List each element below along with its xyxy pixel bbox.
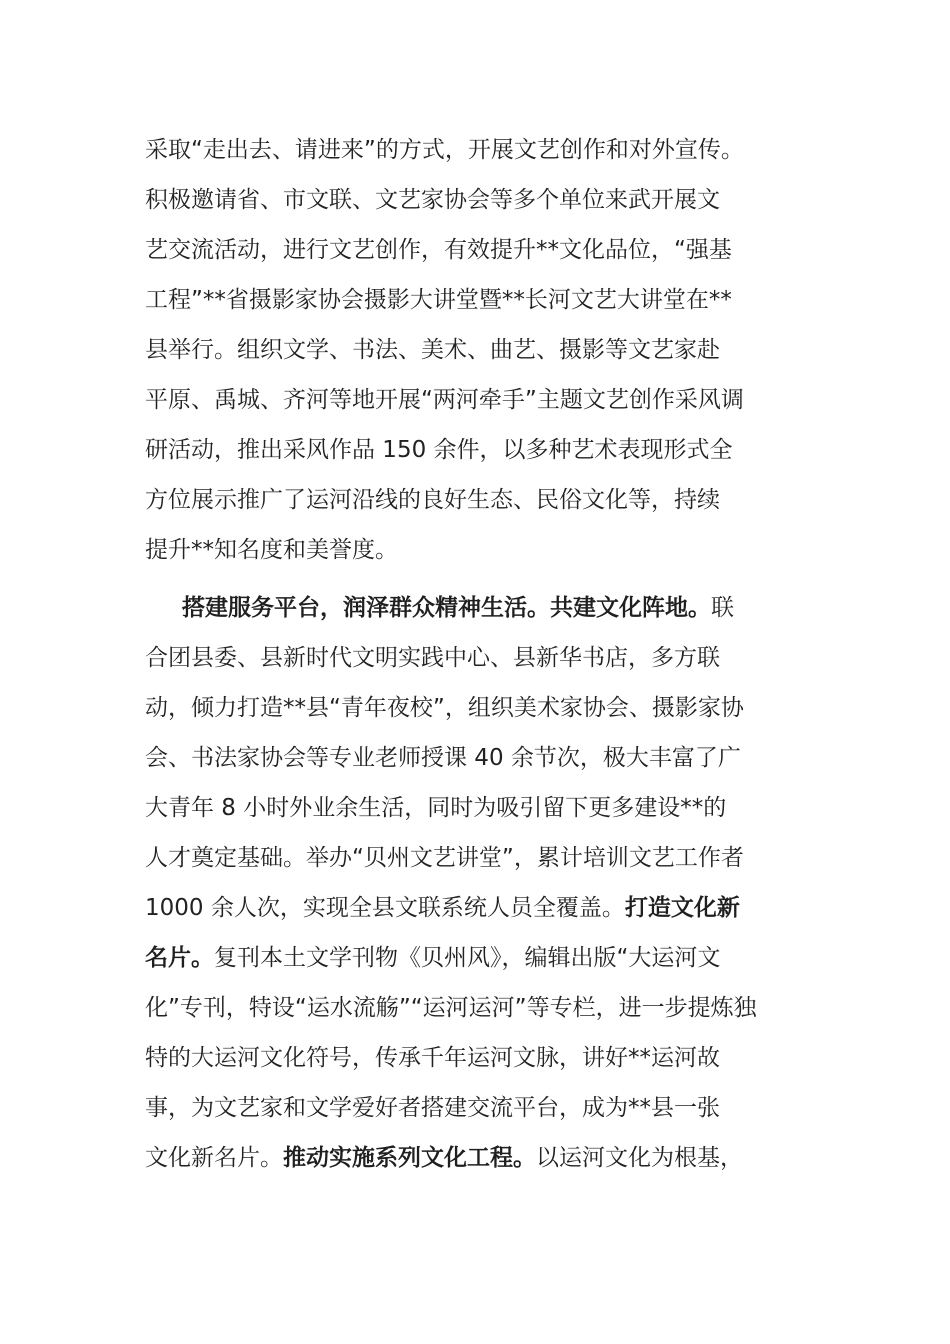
text-run: 联 (711, 595, 734, 621)
text-line: 艺交流活动，进行文艺创作，有效提升**文化品位，“强基 (145, 237, 732, 263)
text-run: 1000 余人次，实现全县文联系统人员全覆盖。 (145, 895, 625, 921)
text-line: 特的大运河文化符号，传承千年运河文脉，讲好**运河故 (145, 1045, 720, 1071)
text-line: 合团县委、县新时代文明实践中心、县新华书店，多方联 (145, 645, 720, 671)
text-line: 平原、禹城、齐河等地开展“两河牵手”主题文艺创作采风调 (145, 387, 744, 413)
text-line: 人才奠定基础。举办“贝州文艺讲堂”，累计培训文艺工作者 (145, 845, 744, 871)
subheading: 名片。 (145, 945, 214, 971)
subheading: 打造文化新 (624, 895, 740, 921)
section-heading: 搭建服务平台，润泽群众精神生活。共建文化阵地。 (182, 595, 711, 621)
text-line: 积极邀请省、市文联、文艺家协会等多个单位来武开展文 (145, 187, 720, 213)
text-line: 化”专刊，特设“运水流觞”“运河运河”等专栏，进一步提炼独 (145, 995, 757, 1021)
text-line: 县举行。组织文学、书法、美术、曲艺、摄影等文艺家赴 (145, 337, 720, 363)
text-line: 采取“走出去、请进来”的方式，开展文艺创作和对外宣传。 (145, 137, 744, 163)
text-line: 提升**知名度和美誉度。 (145, 537, 398, 563)
text-line: 大青年 8 小时外业余生活，同时为吸引留下更多建设**的 (145, 795, 727, 821)
paragraph-2 (145, 583, 825, 1183)
text-line: 事，为文艺家和文学爱好者搭建交流平台，成为**县一张 (145, 1095, 720, 1121)
text-run: 以运河文化为根基， (536, 1145, 743, 1171)
text-run: 复刊本土文学刊物《贝州风》，编辑出版“大运河文 (214, 945, 721, 971)
paragraph-1 (145, 125, 825, 575)
text-run: 文化新名片。 (145, 1145, 283, 1171)
text-line (145, 1133, 825, 1183)
text-line: 方位展示推广了运河沿线的良好生态、民俗文化等，持续 (145, 487, 720, 513)
text-line: 会、书法家协会等专业老师授课 40 余节次，极大丰富了广 (145, 745, 741, 771)
text-line: 工程”**省摄影家协会摄影大讲堂暨**长河文艺大讲堂在** (145, 287, 732, 313)
text-line: 研活动，推出采风作品 150 余件，以多种艺术表现形式全 (145, 437, 733, 463)
text-line: 动，倾力打造**县“青年夜校”，组织美术家协会、摄影家协 (145, 695, 744, 721)
text-line (145, 933, 825, 983)
text-line (145, 583, 825, 633)
subheading: 推动实施系列文化工程。 (283, 1145, 536, 1171)
text-line (145, 883, 825, 933)
